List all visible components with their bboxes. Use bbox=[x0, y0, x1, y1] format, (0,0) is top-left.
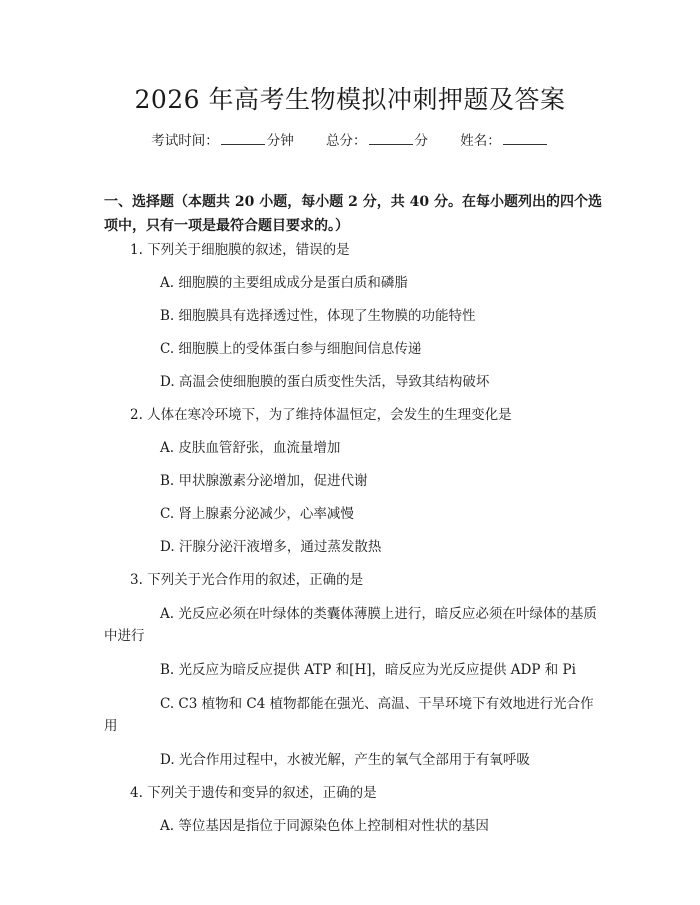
question-option: A. 光反应必须在叶绿体的类囊体薄膜上进行，暗反应必须在叶绿体的基质中进行 bbox=[104, 606, 597, 644]
time-label: 考试时间： bbox=[151, 133, 219, 149]
score-label: 总分： bbox=[326, 133, 367, 149]
time-field bbox=[151, 131, 294, 151]
question-option: D. 光合作用过程中，水被光解，产生的氧气全部用于有氧呼吸 bbox=[160, 752, 530, 768]
score-unit: 分 bbox=[414, 133, 428, 149]
question-list bbox=[104, 240, 600, 849]
question-stem: 3. 下列关于光合作用的叙述，正确的是 bbox=[130, 572, 364, 588]
section-heading: 一、选择题（本题共 20 小题，每小题 2 分，共 40 分。在每小题列出的四个选项中，只有一项是最符合题目要求的。） bbox=[104, 194, 602, 234]
score-blank bbox=[369, 131, 413, 145]
exam-meta bbox=[0, 131, 700, 151]
question-option: D. 高温会使细胞膜的蛋白质变性失活，导致其结构破坏 bbox=[160, 374, 490, 390]
name-field bbox=[460, 131, 549, 151]
exam-title: 2026 年高考生物模拟冲刺押题及答案 bbox=[134, 85, 566, 114]
question-option: B. 光反应为暗反应提供 ATP 和[H]，暗反应为光反应提供 ADP 和 Pi bbox=[160, 662, 576, 678]
question-option: D. 汗腺分泌汗液增多，通过蒸发散热 bbox=[160, 539, 382, 555]
time-blank bbox=[221, 131, 265, 145]
score-field bbox=[326, 131, 428, 151]
name-label: 姓名： bbox=[460, 133, 501, 149]
time-unit: 分钟 bbox=[266, 133, 294, 149]
question-option: C. 细胞膜上的受体蛋白参与细胞间信息传递 bbox=[160, 341, 422, 357]
question-option: C. 肾上腺素分泌减少，心率减慢 bbox=[160, 506, 354, 522]
question-option: A. 等位基因是指位于同源染色体上控制相对性状的基因 bbox=[160, 818, 489, 834]
question-stem: 2. 人体在寒冷环境下，为了维持体温恒定，会发生的生理变化是 bbox=[130, 407, 512, 423]
question-stem: 1. 下列关于细胞膜的叙述，错误的是 bbox=[130, 242, 350, 258]
question-option: B. 甲状腺激素分泌增加，促进代谢 bbox=[160, 473, 368, 489]
question-option: B. 细胞膜具有选择透过性，体现了生物膜的功能特性 bbox=[160, 308, 476, 324]
question-option: A. 皮肤血管舒张，血流量增加 bbox=[160, 440, 341, 456]
question-option: A. 细胞膜的主要组成成分是蛋白质和磷脂 bbox=[160, 275, 408, 291]
question-stem: 4. 下列关于遗传和变异的叙述，正确的是 bbox=[130, 785, 377, 801]
name-blank bbox=[503, 131, 547, 145]
question-option: C. C3 植物和 C4 植物都能在强光、高温、干旱环境下有效地进行光合作用 bbox=[104, 696, 594, 734]
